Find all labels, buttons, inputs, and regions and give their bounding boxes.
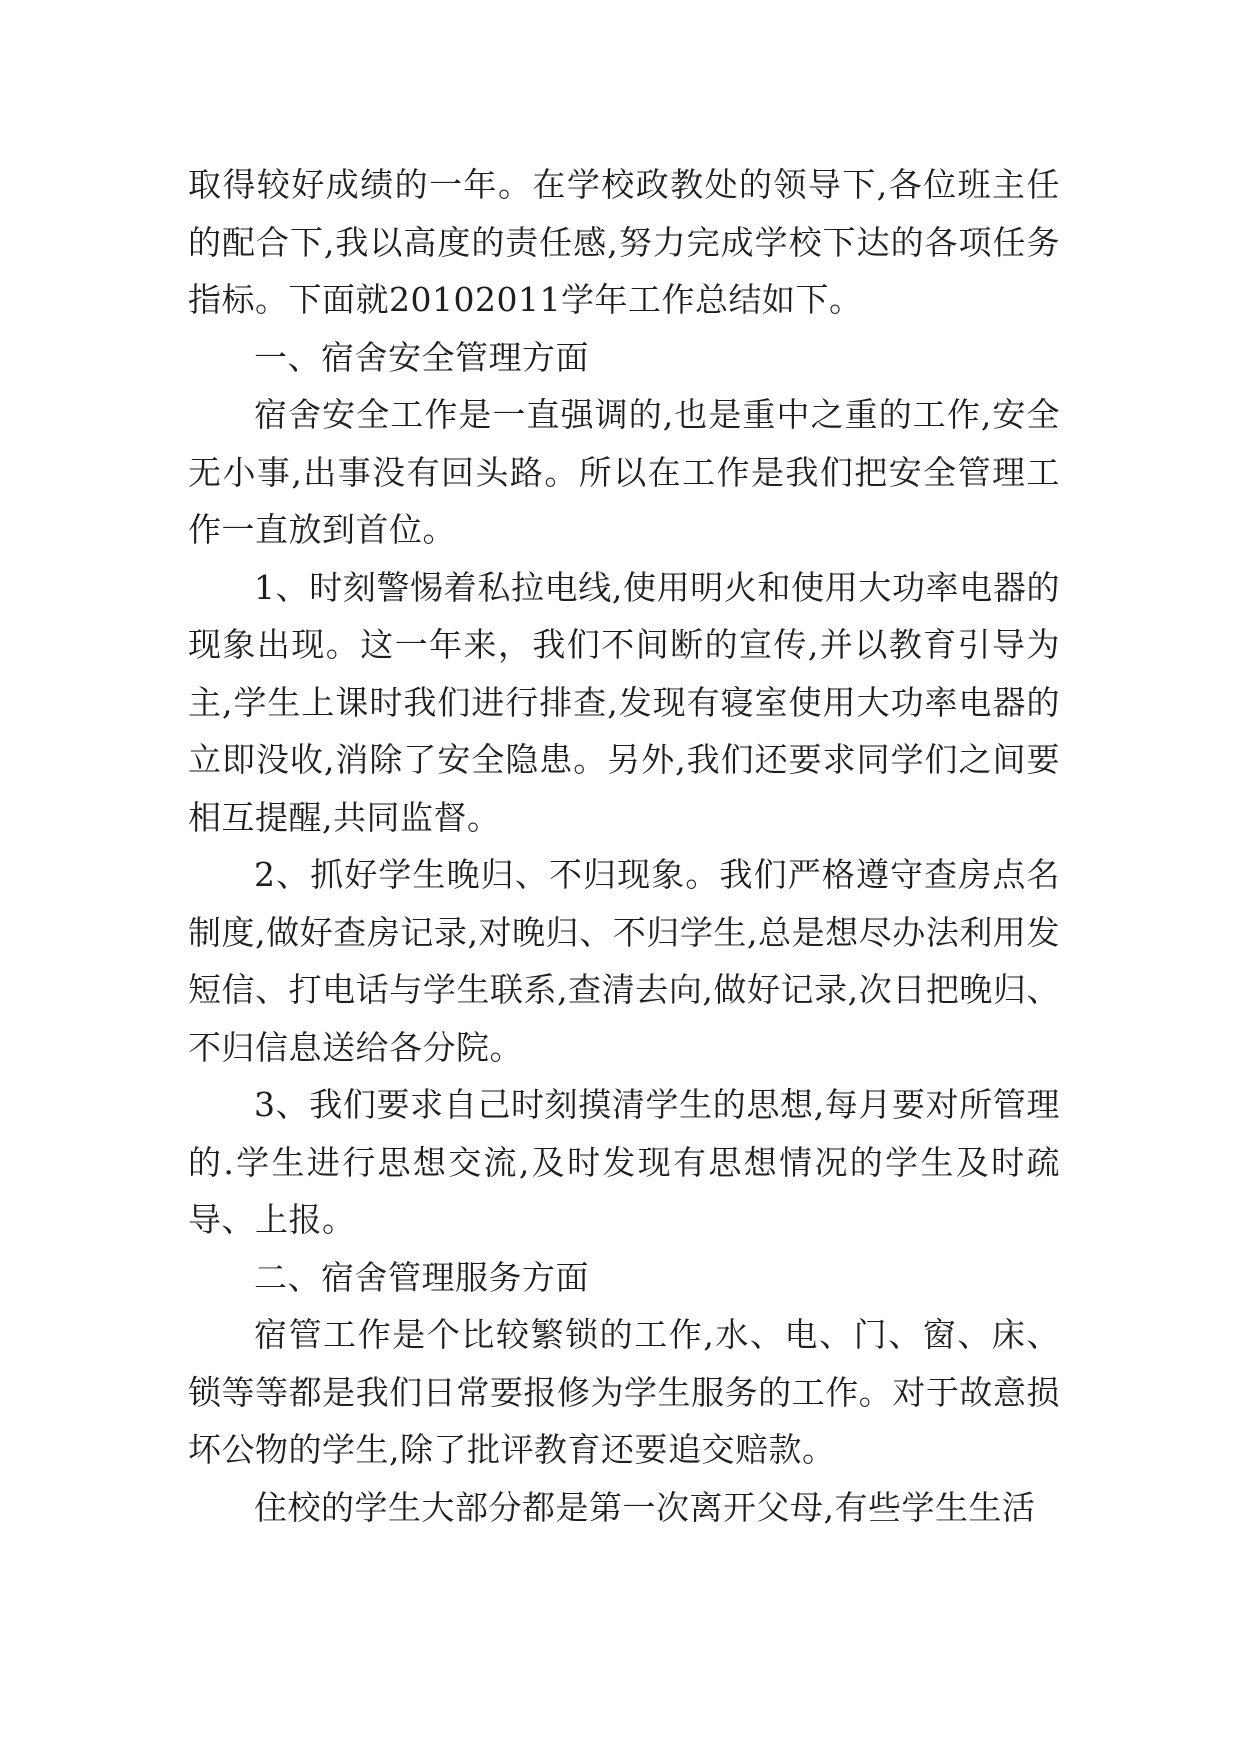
- text-line: 的.学生进行思想交流,及时发现有思想情况的学生及时疏: [188, 1142, 1060, 1182]
- text-line: 二、宿舍管理服务方面: [254, 1257, 589, 1297]
- paragraph: [188, 1479, 1060, 1537]
- text-line: 要相互提醒,共同监督。: [188, 740, 1060, 837]
- text-line: 住校的学生大部分都是第一次离开父母,有些学生生活: [254, 1487, 1036, 1527]
- paragraph: [188, 156, 1060, 329]
- paragraph: [188, 1076, 1060, 1249]
- paragraph: [188, 386, 1060, 559]
- text-line: 3、我们要求自己时刻摸清学生的思想,每月要对所管理: [254, 1085, 1060, 1124]
- text-line: 的立即没收,消除了安全隐患。另外,我们还要求同学们之间: [188, 682, 1060, 779]
- document-body: [188, 156, 1060, 1536]
- text-line: 坏公物的学生,除了批评教育还要追交赔款。: [188, 1430, 836, 1469]
- text-line: 2、抓好学生晚归、不归现象。我们严格遵守查房点名: [254, 855, 1060, 894]
- text-line: 宿舍安全工作是一直强调的,也是重中之重的工作,安: [254, 395, 1027, 434]
- text-line: 1、时刻警惕着私拉电线,使用明火和使用大功率电器的: [254, 567, 1060, 607]
- text-line: 务指标。下面就20102011学年工作总结如下。: [188, 222, 1060, 319]
- text-line: 全无小事,出事没有回头路。所以在工作是我们把安全管理: [188, 395, 1060, 492]
- paragraph: [188, 1249, 1060, 1307]
- text-line: 现象出现。这一年来，我们不间断的宣传,并以教育引导为: [188, 625, 1060, 664]
- text-line: 制度,做好查房记录,对晚归、不归学生,总是想尽办法利用: [188, 912, 1027, 952]
- paragraph: [188, 1306, 1060, 1479]
- text-line: 导、上报。: [188, 1200, 356, 1239]
- text-line: 取得较好成绩的一年。在学校政教处的领导下,各位班主任: [188, 165, 1060, 204]
- text-line: 主,学生上课时我们进行排查,发现有寝室使用大功率电器: [188, 682, 1027, 722]
- text-line: 归、不归信息送给各分院。: [188, 970, 1060, 1067]
- text-line: 宿管工作是个比较繁锁的工作,水、电、门、窗、床、: [254, 1315, 1060, 1354]
- paragraph: [188, 329, 1060, 387]
- text-line: 一、宿舍安全管理方面: [254, 337, 589, 377]
- text-line: 发短信、打电话与学生联系,查清去向,做好记录,次日把晚: [188, 912, 1060, 1009]
- paragraph: [188, 559, 1060, 847]
- text-line: 的配合下,我以高度的责任感,努力完成学校下达的各项任: [188, 222, 1027, 262]
- text-line: 工作一直放到首位。: [188, 452, 1060, 549]
- paragraph: [188, 846, 1060, 1076]
- text-line: 锁等等都是我们日常要报修为学生服务的工作。对于故意损: [188, 1372, 1060, 1412]
